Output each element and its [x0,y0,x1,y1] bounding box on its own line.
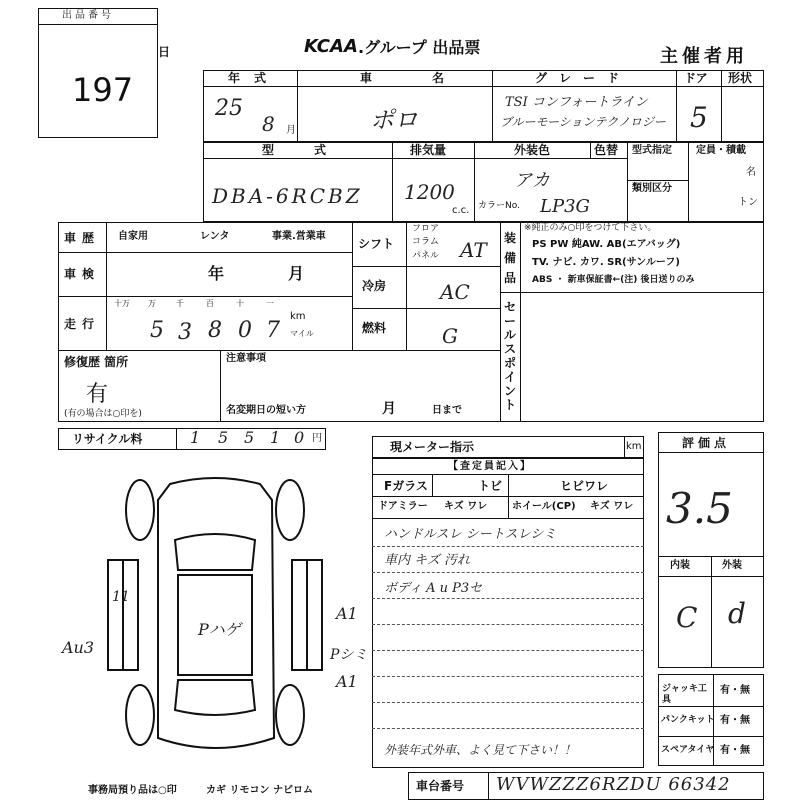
model-value: ポロ [370,106,418,134]
equipment-label: 装備品 [504,231,517,285]
history-option-business[interactable]: 事業.営業車 [272,231,326,242]
footer-items: カギ リモコン ナビロム [206,785,313,796]
glass-value-crack: ヒビワレ [560,479,609,493]
expiry-day: 日まで [432,405,462,416]
lot-side-char: 日 [158,45,171,59]
shift-panel: パネル [412,251,440,261]
inspector-header: 【査定員記入】 [448,461,532,472]
glass-label: Fガラス [384,479,428,493]
spare-value[interactable]: 有・無 [720,745,750,756]
caution-label: 注意事項 [226,353,266,364]
chassis-label: 車台番号 [416,779,465,793]
lot-number: 197 [72,71,134,109]
history-option-private[interactable]: 自家用 [118,231,148,242]
sales-point-label: セールスポイント [504,300,517,412]
sheet-title: .グループ 出品票 [358,38,481,57]
diagram-note-right-2: Pシミ [330,647,368,663]
capacity-unit-ton: トン [738,197,758,208]
color-label: 外装色 [514,143,551,157]
shift-value: AT [460,238,487,262]
exterior-label: 外装 [722,560,742,571]
mileage-mile: マイル [290,329,314,338]
fuel-label: 燃料 [362,321,387,335]
shift-column: コラム [412,237,439,247]
inspector-note-1: ハンドルスレ シートスレシミ [384,527,557,542]
color-no-label: カラーNo. [478,201,520,211]
interior-label: 内装 [670,560,690,571]
grade-line-2: ブルーモーションテクノロジー [500,115,666,129]
recycle-label: リサイクル料 [72,432,143,446]
capacity-label: 定員・積載 [696,145,746,156]
shift-label: シフト [358,237,395,251]
shift-floor: フロア [412,224,440,234]
meter-label: 現メーター指示 [390,440,475,454]
inspection-year: 年 [208,264,225,283]
fuel-value: G [442,324,458,348]
diagram-side-mark: 11 [112,589,130,605]
rating-label: 評価点 [682,436,731,450]
equipment-line-2: TV. ナビ. カワ. SR(サンルーフ) [532,257,680,268]
displacement-unit: c.c. [452,205,470,216]
recycle-unit: 円 [312,433,322,444]
type-label: 型式 [262,143,367,157]
equipment-note: ※純正のみ○印をつけて下さい。 [524,223,657,233]
shape-label: 形状 [728,71,753,85]
puncture-value[interactable]: 有・無 [720,715,750,726]
sheet-role: 主催者用 [660,46,748,67]
equipment-line-3: ABS ・ 新車保証書←(注) 後日送りのみ [532,275,695,285]
mileage-label: 走行 [64,317,101,331]
history-option-rental[interactable]: レンタ [200,231,230,242]
displacement-label: 排気量 [410,143,447,157]
expiry-month: 月 [382,401,396,417]
jack-value[interactable]: 有・無 [720,685,750,696]
puncture-label: パンクキット [661,715,715,725]
rating-value: 3.5 [666,484,733,533]
diagram-note-left: Au3 [62,638,95,657]
displacement-value: 1200 [404,180,455,204]
wheel-value: キズ ワレ [590,501,634,512]
lot-number-label: 出品番号 [62,10,114,21]
month-unit: 月 [286,125,296,136]
year-label: 年式 [228,71,281,85]
repair-value: 有 [86,382,109,407]
inspection-label: 車検 [64,267,101,281]
mirror-label: ドアミラー [378,501,428,512]
diagram-note-center: Pハゲ [198,620,241,639]
grade-line-1: TSI コンフォートライン [505,95,648,110]
inspection-month: 月 [288,264,305,283]
designation-label: 型式指定 [632,145,672,156]
chassis-number: WVWZZZ6RZDU 66342 [496,774,731,795]
capacity-unit-person: 名 [746,167,756,178]
model-label: 車名 [360,71,505,85]
type-value: DBA-6RCBZ [212,184,363,208]
color-change-label: 色替 [594,143,619,157]
glass-value-chip: トビ [478,479,503,493]
inspector-note-3: ボディ A u P3セ [384,581,483,596]
equipment-line-1: PS PW 純AW. AB(エアバッグ) [532,239,681,250]
inspector-note-2: 車内 キズ 汚れ [384,553,471,568]
grade-label: グレード [535,71,632,85]
color-value: アカ [514,170,550,191]
inspector-bottom-note: 外装年式外車、よく見て下さい！！ [384,743,577,757]
expiry-label: 名変期日の短い方 [226,405,306,416]
category-label: 類別区分 [632,183,672,194]
mileage-km: km [290,311,306,322]
repair-label: 修復歴 箇所 [64,355,129,369]
meter-unit: km [626,441,642,452]
diagram-note-right-3: A1 [336,672,358,691]
door-value: 5 [690,101,708,134]
jack-label: ジャッキ工具 [662,684,707,705]
spare-label: スペアタイヤ [661,745,715,755]
wheel-label: ホイール(CP) [512,501,576,512]
month-value: 8 [262,112,275,136]
history-label: 車歴 [64,231,101,245]
diagram-note-right-1: A1 [336,604,358,623]
aircon-label: 冷房 [362,279,387,293]
repair-note: (有の場合は○印を) [64,409,142,419]
exterior-value: d [728,597,746,630]
year-value: 25 [215,96,243,121]
interior-value: C [676,601,698,634]
aircon-value: AC [440,280,470,304]
mirror-value: キズ ワレ [444,501,488,512]
door-label: ドア [684,71,708,85]
color-no-value: LP3G [540,196,590,217]
footer-custody-note: 事務局預り品は○印 [88,785,177,796]
auction-logo: KCAA [304,36,358,57]
